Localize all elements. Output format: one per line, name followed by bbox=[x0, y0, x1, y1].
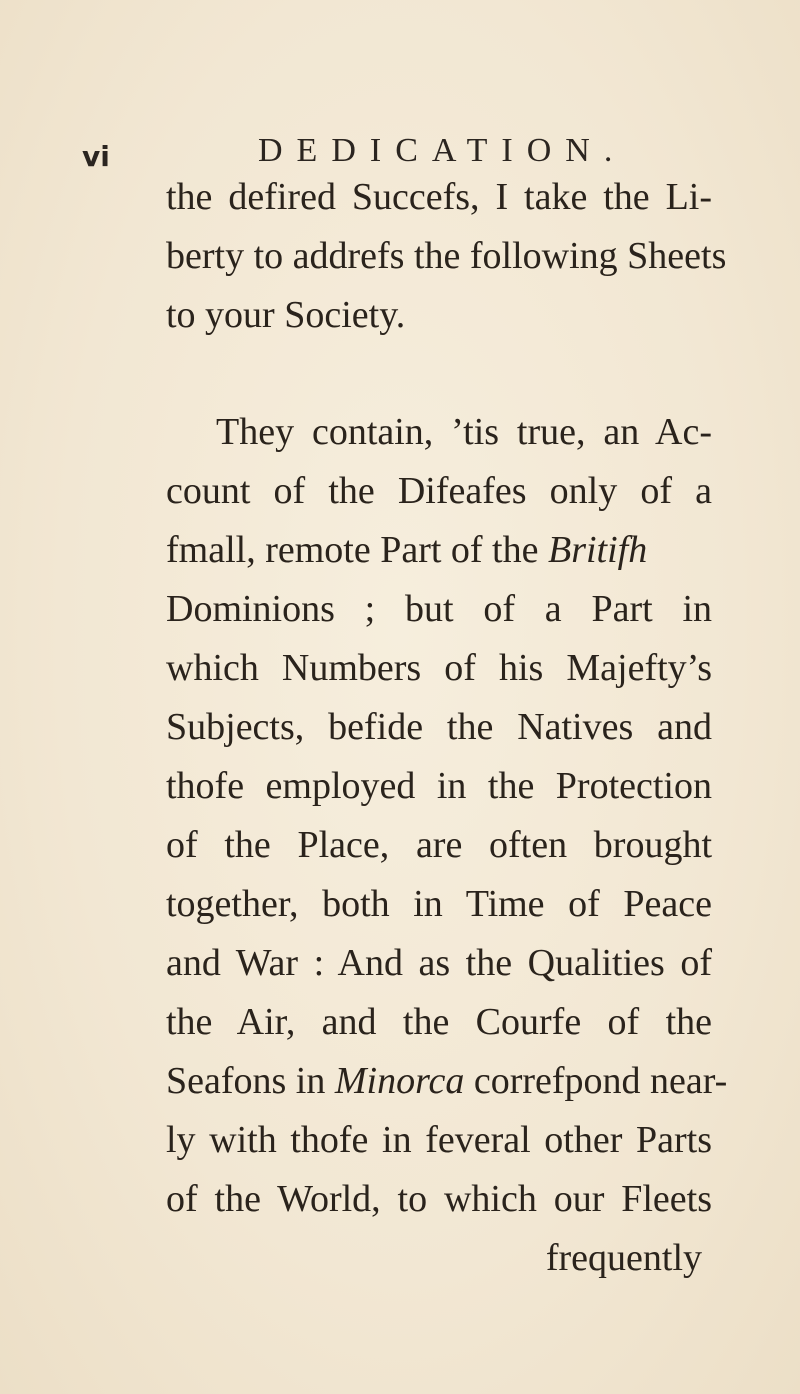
text-line: of the Place, are often brought bbox=[166, 824, 712, 866]
text-line: which Numbers of his Majefty’s bbox=[166, 647, 712, 689]
text-line: Dominions ; but of a Part in bbox=[166, 588, 712, 630]
text-line: and War : And as the Qualities of bbox=[166, 942, 712, 984]
text-line: Subjects, befide the Natives and bbox=[166, 706, 712, 748]
catchword: frequently bbox=[545, 1237, 702, 1279]
text-line: berty to addrefs the following Sheets bbox=[166, 235, 727, 277]
text-segment: fmall, remote Part of the bbox=[166, 529, 548, 571]
text-line bbox=[166, 521, 712, 580]
text-line: together, both in Time of Peace bbox=[166, 883, 712, 925]
italic-word: Minorca bbox=[334, 1060, 465, 1102]
body-text bbox=[166, 168, 728, 1288]
text-line: of the World, to which our Fleets bbox=[166, 1178, 712, 1220]
text-line: the defired Succefs, I take the Li- bbox=[166, 176, 712, 218]
text-line: thofe employed in the Protection bbox=[166, 765, 712, 807]
text-line: to your Society. bbox=[166, 294, 406, 336]
text-line: They contain, ’tis true, an Ac- bbox=[216, 411, 712, 453]
text-segment: Seafons in bbox=[166, 1060, 335, 1102]
paragraph-gap bbox=[166, 345, 712, 403]
italic-word: Britifh bbox=[548, 529, 648, 571]
page-number: vi bbox=[82, 140, 110, 173]
running-head: DEDICATION. bbox=[258, 132, 627, 169]
text-line bbox=[166, 1052, 728, 1111]
text-line: the Air, and the Courfe of the bbox=[166, 1001, 712, 1043]
text-line: count of the Difeafes only of a bbox=[166, 470, 712, 512]
text-line: ly with thofe in feveral other Parts bbox=[166, 1119, 712, 1161]
text-segment: correfpond near- bbox=[464, 1060, 728, 1102]
